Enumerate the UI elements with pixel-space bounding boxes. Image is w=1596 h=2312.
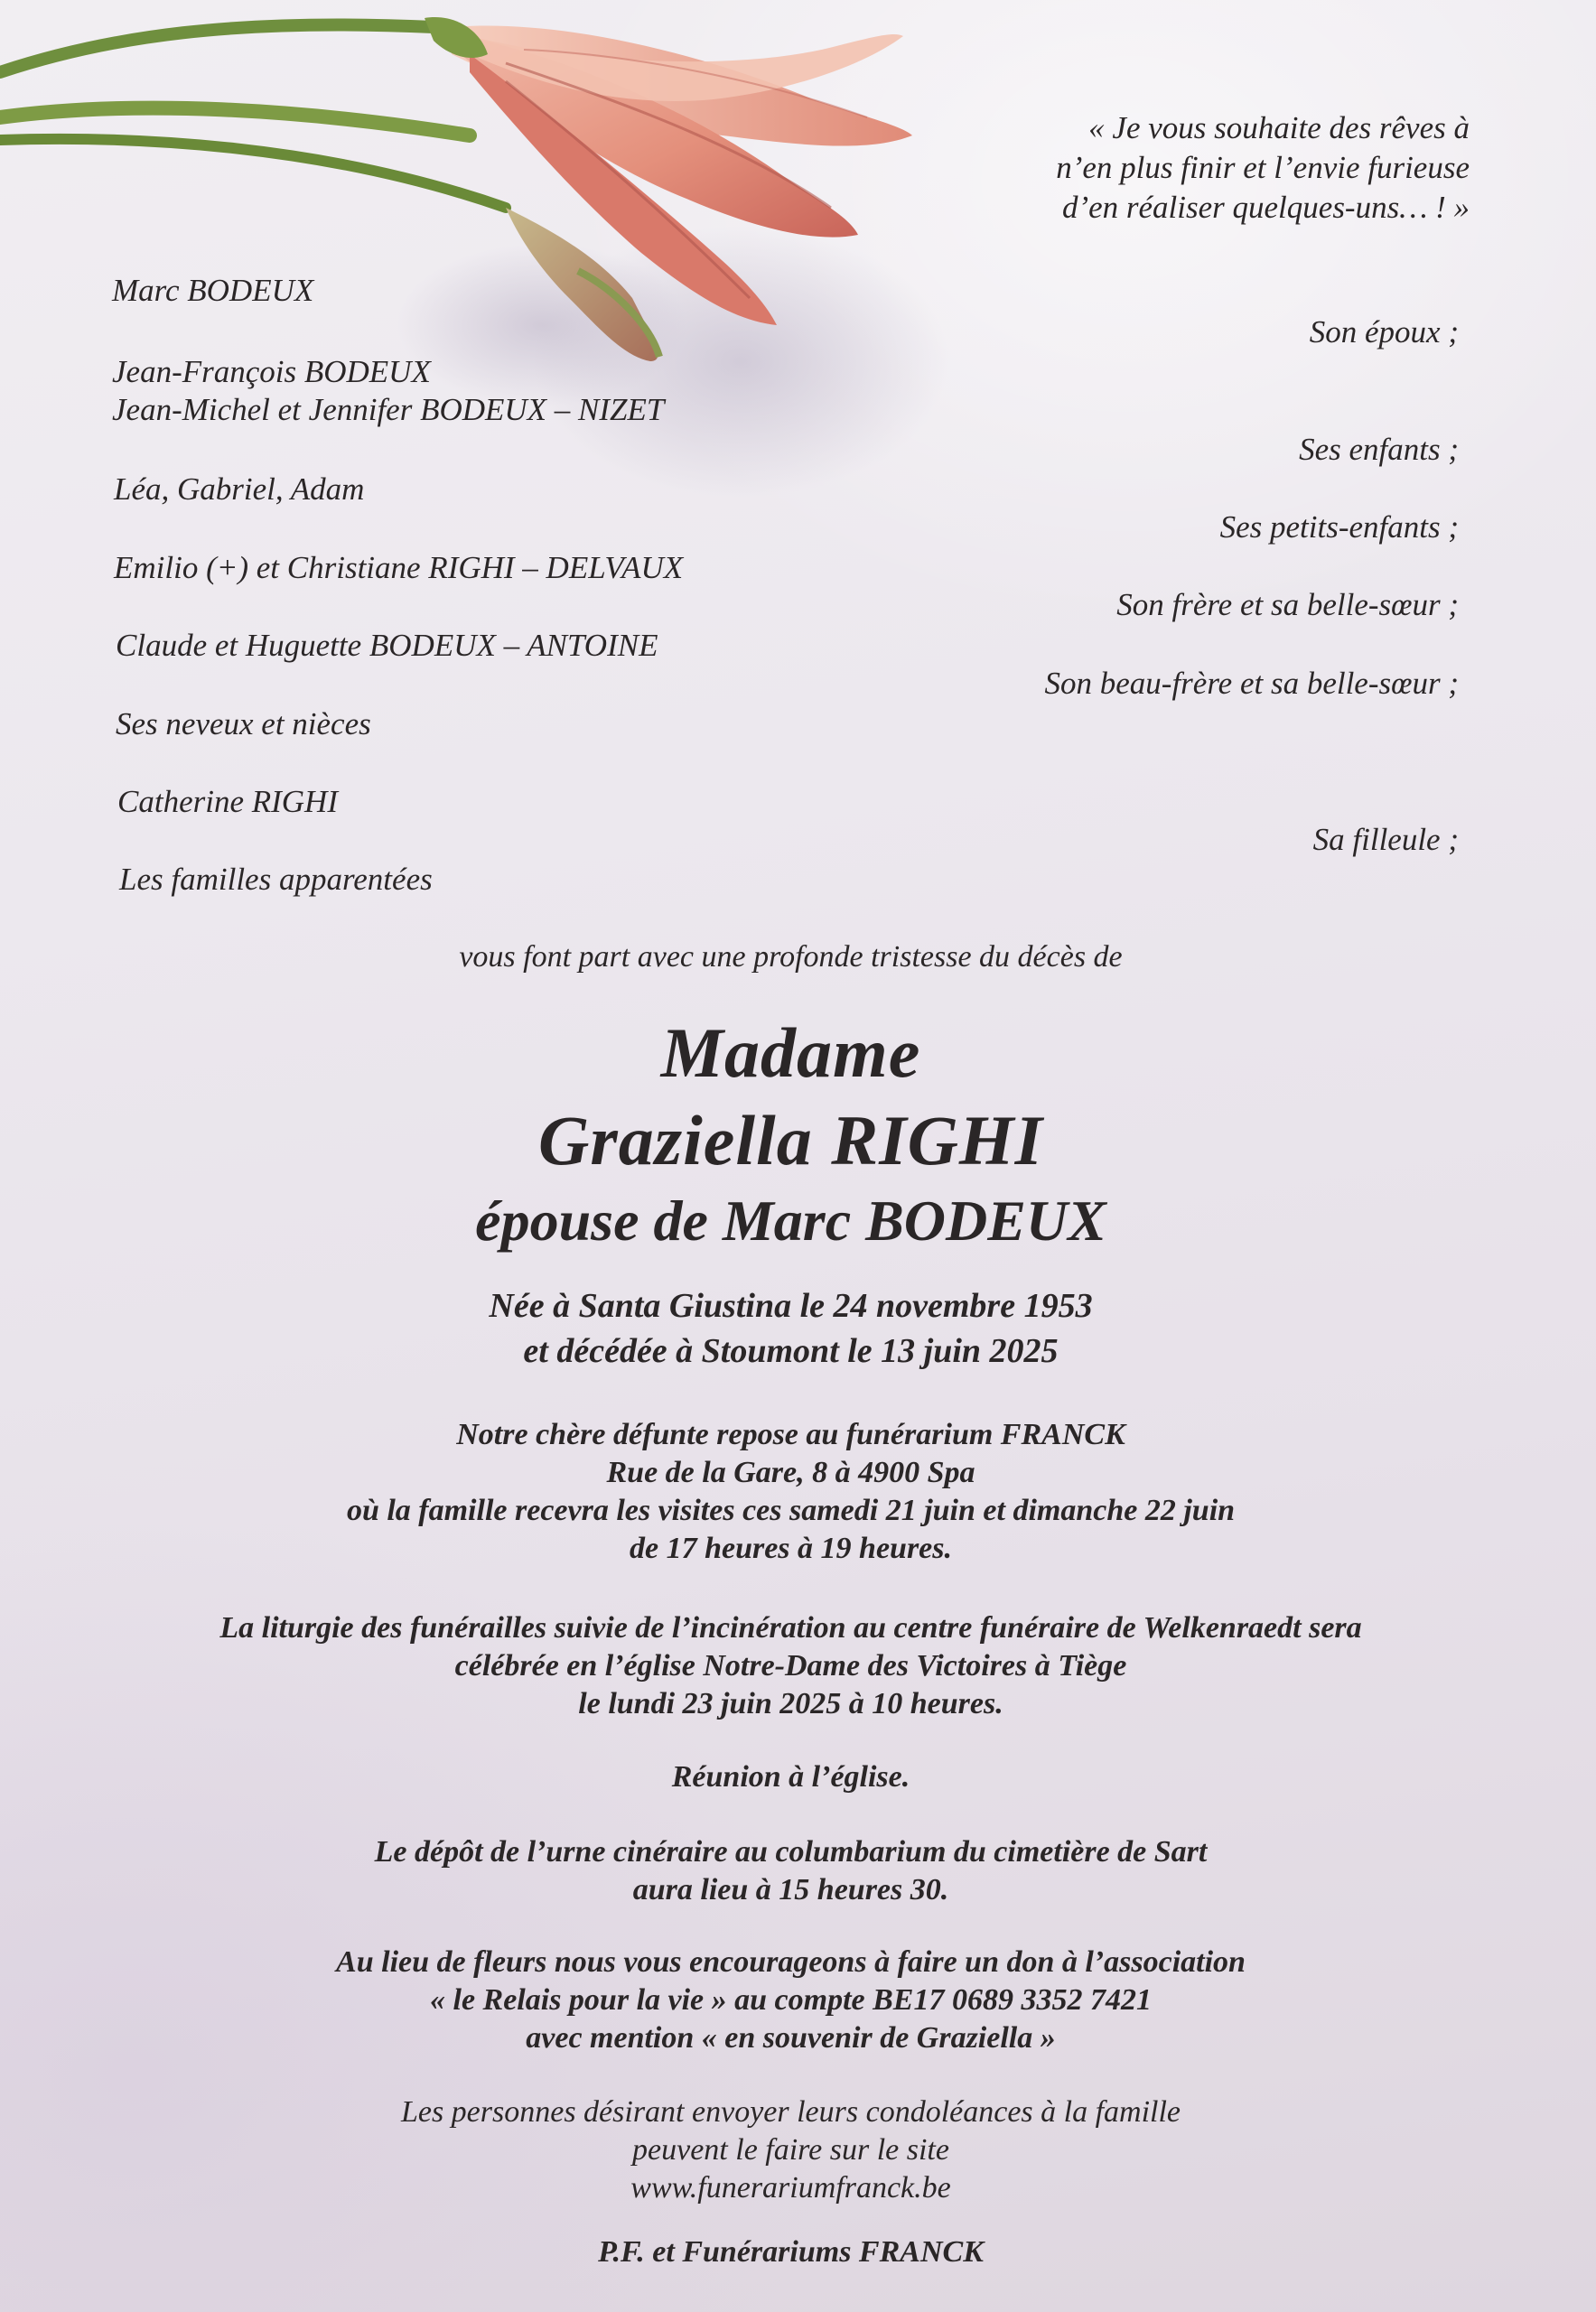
deceased-title: Madame	[660, 1013, 921, 1092]
visitation-line: Notre chère défunte repose au funérarium FRANCK	[456, 1418, 1125, 1451]
relation-spouse: Son époux ;	[1309, 314, 1459, 350]
relation-grandchildren: Ses petits-enfants ;	[1219, 509, 1459, 545]
epigraph-quote	[910, 108, 1470, 228]
family-name-sibling: Emilio (+) et Christiane RIGHI – DELVAUX	[114, 550, 684, 585]
family-name-spouse: Marc BODEUX	[112, 273, 314, 308]
quote-line: « Je vous souhaite des rêves à	[1088, 110, 1470, 145]
donation-line: « le Relais pour la vie » au compte BE17 0689 3352 7421	[430, 1983, 1152, 2017]
reunion-info: Réunion à l’église.	[671, 1760, 910, 1794]
visitation-info	[0, 1416, 1589, 1568]
relation-inlaw: Son beau-frère et sa belle-sœur ;	[1044, 666, 1459, 701]
visitation-line: Rue de la Gare, 8 à 4900 Spa	[606, 1456, 975, 1489]
liturgy-line: La liturgie des funérailles suivie de l’incinération au centre funéraire de Welkenraedt sera	[219, 1611, 1362, 1645]
urn-line: aura lieu à 15 heures 30.	[632, 1873, 949, 1906]
announcement-text: vous font part avec une profonde tristesse du décès de	[459, 940, 1123, 974]
relation-children: Ses enfants ;	[1299, 432, 1459, 467]
condolences-line: Les personnes désirant envoyer leurs condoléances à la famille	[400, 2095, 1181, 2129]
family-name-child: Jean-Michel et Jennifer BODEUX – NIZET	[112, 392, 665, 427]
visitation-line: de 17 heures à 19 heures.	[629, 1532, 953, 1565]
donation-line: Au lieu de fleurs nous vous encourageons à faire un don à l’association	[336, 1945, 1246, 1979]
relation-goddaughter: Sa filleule ;	[1312, 822, 1459, 857]
donation-line: avec mention « en souvenir de Graziella »	[526, 2021, 1056, 2055]
family-name-grandchildren: Léa, Gabriel, Adam	[114, 471, 365, 507]
urn-info	[0, 1833, 1589, 1909]
urn-line: Le dépôt de l’urne cinéraire au columbarium du cimetière de Sart	[374, 1835, 1208, 1869]
family-name-goddaughter: Catherine RIGHI	[117, 784, 338, 819]
deceased-spouse: épouse de Marc BODEUX	[475, 1189, 1106, 1253]
funeral-home-signature: P.F. et Funérariums FRANCK	[598, 2235, 984, 2269]
liturgy-line: le lundi 23 juin 2025 à 10 heures.	[578, 1687, 1003, 1720]
donation-info	[0, 1944, 1589, 2057]
deceased-death: et décédée à Stoumont le 13 juin 2025	[523, 1332, 1059, 1370]
liturgy-line: célébrée en l’église Notre-Dame des Victoires à Tiège	[454, 1649, 1127, 1683]
family-name-nephews: Ses neveux et nièces	[116, 706, 371, 741]
liturgy-info	[0, 1609, 1589, 1723]
quote-line: d’en réaliser quelques-uns… ! »	[1061, 190, 1470, 225]
condolences-info	[0, 2093, 1589, 2207]
deceased-birth: Née à Santa Giustina le 24 novembre 1953	[489, 1287, 1093, 1325]
condolences-line: peuvent le faire sur le site	[632, 2133, 949, 2167]
visitation-line: où la famille recevra les visites ces samedi 21 juin et dimanche 22 juin	[346, 1494, 1236, 1527]
quote-line: n’en plus finir et l’envie furieuse	[1056, 150, 1470, 185]
relation-sibling: Son frère et sa belle-sœur ;	[1116, 587, 1459, 622]
family-name-child: Jean-François BODEUX	[112, 354, 431, 389]
deceased-name: Graziella RIGHI	[538, 1101, 1043, 1179]
condolences-website-link[interactable]: www.funerariumfranck.be	[630, 2171, 951, 2205]
family-name-relatives: Les familles apparentées	[119, 862, 433, 897]
family-name-inlaw: Claude et Huguette BODEUX – ANTOINE	[116, 628, 658, 663]
